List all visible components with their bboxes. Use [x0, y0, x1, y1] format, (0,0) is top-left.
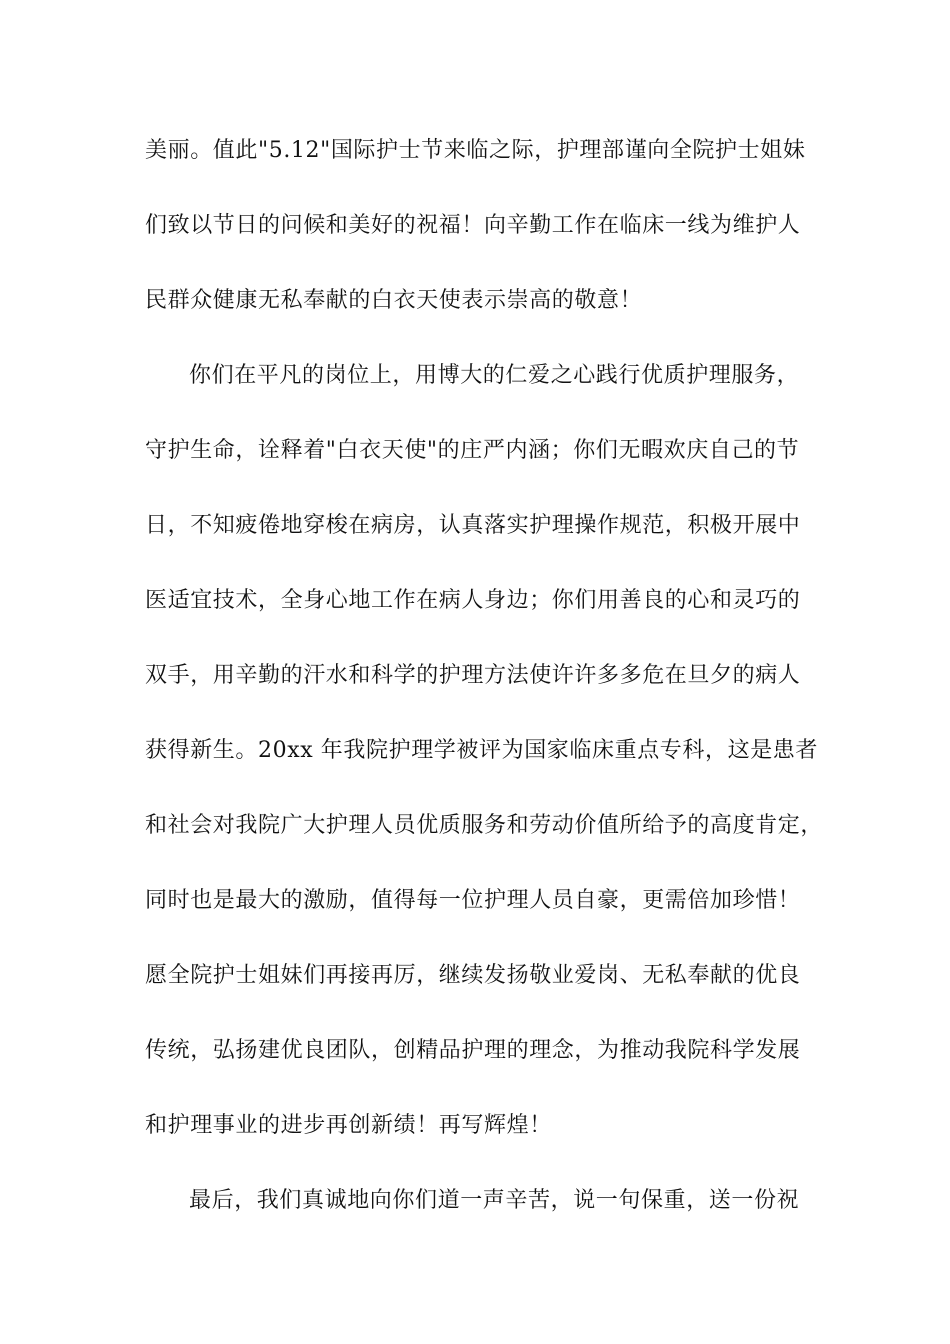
text-line: 守护生命，诠释着"白衣天使"的庄严内涵；你们无暇欢庆自己的节: [145, 438, 800, 463]
text-line: 和护理事业的进步再创新绩！再写辉煌！: [145, 1113, 552, 1138]
paragraph-start-line: 最后，我们真诚地向你们道一声辛苦，说一句保重，送一份祝: [189, 1188, 800, 1213]
text-line: 同时也是最大的激励，值得每一位护理人员自豪，更需倍加珍惜！: [145, 888, 801, 913]
text-line: 双手，用辛勤的汗水和科学的护理方法使许许多多危在旦夕的病人: [145, 663, 801, 688]
text-line: 愿全院护士姐妹们再接再厉，继续发扬敬业爱岗、无私奉献的优良: [145, 963, 801, 988]
text-line: 获得新生。20xx 年我院护理学被评为国家临床重点专科，这是患者: [145, 738, 819, 763]
text-line: 医适宜技术，全身心地工作在病人身边；你们用善良的心和灵巧的: [145, 588, 801, 613]
text-line: 和社会对我院广大护理人员优质服务和劳动价值所给予的高度肯定，: [145, 813, 824, 838]
text-line: 日，不知疲倦地穿梭在病房，认真落实护理操作规范，积极开展中: [145, 513, 801, 538]
text-line: 民群众健康无私奉献的白衣天使表示崇高的敬意！: [145, 288, 643, 313]
text-line: 美丽。值此"5.12"国际护士节来临之际，护理部谨向全院护士姐妹: [145, 138, 806, 163]
text-line: 们致以节日的问候和美好的祝福！向辛勤工作在临床一线为维护人: [145, 213, 801, 238]
text-line: 传统，弘扬建优良团队，创精品护理的理念，为推动我院科学发展: [145, 1038, 801, 1063]
paragraph-start-line: 你们在平凡的岗位上，用博大的仁爱之心践行优质护理服务，: [189, 363, 800, 388]
